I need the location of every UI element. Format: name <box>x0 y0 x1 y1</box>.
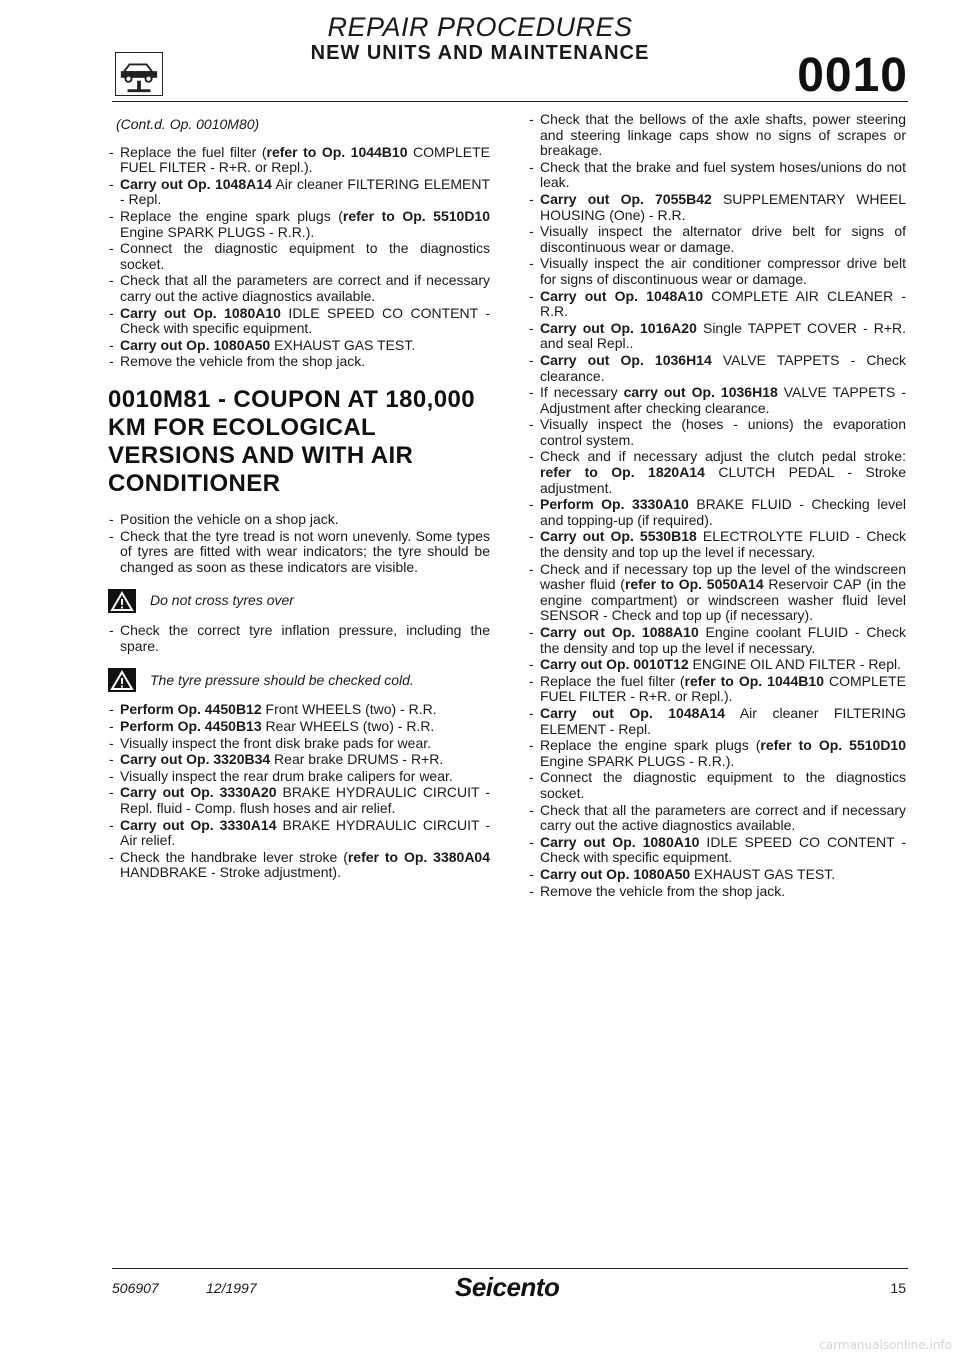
list-item: - Visually inspect the (hoses - unions) the evaporation control system. <box>528 417 906 448</box>
list-item: - Carry out Op. 1080A10 IDLE SPEED CO CONTENT - Check with specific equipment. <box>528 835 906 866</box>
watermark: carmanualsonline.info <box>819 1338 952 1352</box>
vehicle-on-lift-icon <box>115 52 163 96</box>
list-item: - Perform Op. 4450B13 Rear WHEELS (two) - R.R. <box>108 719 490 735</box>
list-item: - Carry out Op. 1048A14 Air cleaner FILTERING ELEMENT - Repl. <box>108 177 490 208</box>
list-item: - Replace the engine spark plugs (refer to Op. 5510D10 Engine SPARK PLUGS - R.R.). <box>108 209 490 240</box>
header-divider <box>112 101 908 102</box>
list-item: - Connect the diagnostic equipment to the diagnostics socket. <box>108 241 490 272</box>
list-item: - Visually inspect the air conditioner compressor drive belt for signs of discontinuous wear or damage. <box>528 256 906 287</box>
list-item: - Perform Op. 3330A10 BRAKE FLUID - Checking level and topping-up (if required). <box>528 497 906 528</box>
list-item: - Check the correct tyre inflation pressure, including the spare. <box>108 623 490 654</box>
continued-label: (Cont.d. Op. 0010M80) <box>116 116 260 132</box>
list-item: - Carry out Op. 5530B18 ELECTROLYTE FLUID - Check the density and top up the level if necessary. <box>528 529 906 560</box>
list-item: - Connect the diagnostic equipment to the diagnostics socket. <box>528 770 906 801</box>
list-item: - Carry out Op. 1088A10 Engine coolant FLUID - Check the density and top up the level if necessary. <box>528 625 906 656</box>
warning-text: The tyre pressure should be checked cold. <box>150 671 414 688</box>
document-date: 12/1997 <box>206 1280 257 1296</box>
list-item: - Carry out Op. 7055B42 SUPPLEMENTARY WHEEL HOUSING (One) - R.R. <box>528 192 906 223</box>
left-column <box>108 112 490 882</box>
list-item: - Visually inspect the front disk brake pads for wear. <box>108 736 490 752</box>
procedure-list <box>528 112 906 899</box>
list-item: - Perform Op. 4450B12 Front WHEELS (two) - R.R. <box>108 702 490 718</box>
list-item: - Remove the vehicle from the shop jack. <box>108 354 490 370</box>
list-item: - Carry out Op. 3330A14 BRAKE HYDRAULIC CIRCUIT - Air relief. <box>108 818 490 849</box>
procedure-list <box>108 702 490 881</box>
list-item: - If necessary carry out Op. 1036H18 VALVE TAPPETS - Adjustment after checking clearance. <box>528 385 906 416</box>
list-item: - Visually inspect the alternator drive belt for signs of discontinuous wear or damage. <box>528 224 906 255</box>
list-item: - Carry out Op. 1036H14 VALVE TAPPETS - Check clearance. <box>528 353 906 384</box>
page-number: 15 <box>890 1280 906 1296</box>
page-title: REPAIR PROCEDURES <box>327 12 633 42</box>
section-heading: 0010M81 - COUPON AT 180,000 KM FOR ECOLOGICAL VERSIONS AND WITH AIR CONDITIONER <box>108 385 475 497</box>
section-code: 0010 <box>797 49 908 102</box>
list-item: - Check and if necessary top up the level of the windscreen washer fluid (refer to Op. 5050A14 Reservoir CAP (in the engine compartment) or windscreen washer fluid level SENSOR - Check and top up (if necessary). <box>528 562 906 624</box>
warning-triangle-icon <box>108 589 136 613</box>
list-item: - Visually inspect the rear drum brake calipers for wear. <box>108 769 490 785</box>
page-subtitle: NEW UNITS AND MAINTENANCE <box>310 42 650 64</box>
warning-note <box>108 589 490 613</box>
procedure-list <box>108 512 490 575</box>
list-item: - Replace the fuel filter (refer to Op. 1044B10 COMPLETE FUEL FILTER - R+R. or Repl.). <box>108 145 490 176</box>
list-item: - Carry out Op. 3330A20 BRAKE HYDRAULIC CIRCUIT - Repl. fluid - Comp. flush hoses and air relief. <box>108 785 490 816</box>
list-item: - Replace the fuel filter (refer to Op. 1044B10 COMPLETE FUEL FILTER - R+R. or Repl.). <box>528 674 906 705</box>
procedure-list <box>108 623 490 654</box>
list-item: - Carry out Op. 1080A50 EXHAUST GAS TEST. <box>108 338 490 354</box>
list-item: - Carry out Op. 1016A20 Single TAPPET COVER - R+R. and seal Repl.. <box>528 321 906 352</box>
procedure-list <box>108 145 490 370</box>
warning-text: Do not cross tyres over <box>150 592 294 609</box>
list-item: - Check that the brake and fuel system hoses/unions do not leak. <box>528 160 906 191</box>
document-code: 506907 <box>112 1280 159 1296</box>
list-item: - Carry out Op. 0010T12 ENGINE OIL AND FILTER - Repl. <box>528 657 906 673</box>
list-item: - Check the handbrake lever stroke (refer to Op. 3380A04 HANDBRAKE - Stroke adjustment). <box>108 850 490 881</box>
brand-logo: Seicento <box>455 1272 560 1302</box>
list-item: - Remove the vehicle from the shop jack. <box>528 884 906 900</box>
footer-divider <box>112 1268 908 1269</box>
list-item: - Carry out Op. 1048A10 COMPLETE AIR CLEANER - R.R. <box>528 289 906 320</box>
warning-triangle-icon <box>108 668 136 692</box>
list-item: - Check that the bellows of the axle shafts, power steering and steering linkage caps show no signs of scrapes or breakage. <box>528 112 906 159</box>
list-item: - Position the vehicle on a shop jack. <box>108 512 490 528</box>
list-item: - Check that all the parameters are correct and if necessary carry out the active diagnostics available. <box>528 803 906 834</box>
list-item: - Carry out Op. 1048A14 Air cleaner FILTERING ELEMENT - Repl. <box>528 706 906 737</box>
list-item: - Carry out Op. 1080A10 IDLE SPEED CO CONTENT - Check with specific equipment. <box>108 306 490 337</box>
right-column <box>528 112 906 900</box>
list-item: - Carry out Op. 1080A50 EXHAUST GAS TEST. <box>528 867 906 883</box>
warning-note <box>108 668 490 692</box>
list-item: - Replace the engine spark plugs (refer to Op. 5510D10 Engine SPARK PLUGS - R.R.). <box>528 738 906 769</box>
list-item: - Check that the tyre tread is not worn unevenly. Some types of tyres are fitted with wear indicators; the tyre should be changed as soon as these indicators are visible. <box>108 529 490 576</box>
list-item: - Check that all the parameters are correct and if necessary carry out the active diagnostics available. <box>108 273 490 304</box>
list-item: - Carry out Op. 3320B34 Rear brake DRUMS - R+R. <box>108 752 490 768</box>
list-item: - Check and if necessary adjust the clutch pedal stroke: refer to Op. 1820A14 CLUTCH PEDAL - Stroke adjustment. <box>528 449 906 496</box>
